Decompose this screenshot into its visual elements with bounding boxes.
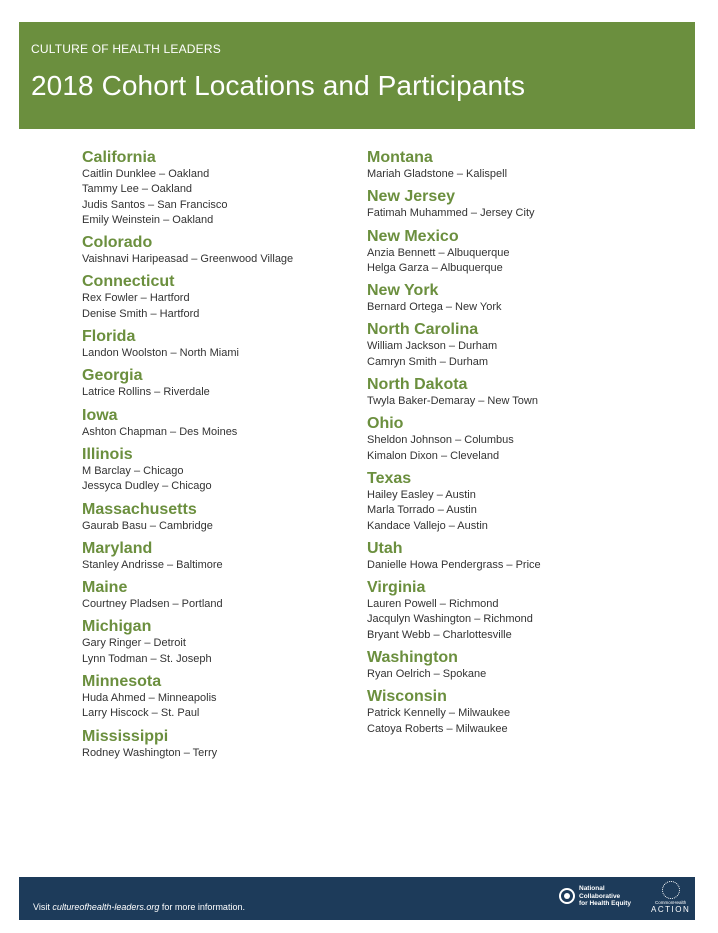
participant-entry: Judis Santos – San Francisco <box>82 198 228 211</box>
participant-entry: Patrick Kennelly – Milwaukee <box>367 707 511 720</box>
state-heading: Colorado <box>82 234 153 252</box>
state-heading: Connecticut <box>82 273 175 291</box>
state-block <box>367 578 667 643</box>
participant-entry: Mariah Gladstone – Kalispell <box>367 168 508 180</box>
state-heading: Maryland <box>82 539 153 557</box>
participant-entry: Jessyca Dudley – Chicago <box>82 480 212 493</box>
state-block <box>367 187 667 221</box>
participant-entry: William Jackson – Durham <box>367 340 498 353</box>
state-block <box>367 281 667 315</box>
participant-entry: Rodney Washington – Terry <box>82 746 218 759</box>
participant-entry: M Barclay – Chicago <box>82 464 184 477</box>
page-header <box>19 22 695 129</box>
participant-entry: Danielle Howa Pendergrass – Price <box>367 558 541 571</box>
state-heading: Montana <box>367 149 433 166</box>
footer-text-after: for more information. <box>159 901 245 912</box>
state-heading: Massachusetts <box>82 500 197 518</box>
state-block <box>367 648 667 682</box>
participant-entry: Hailey Easley – Austin <box>367 488 476 501</box>
page-footer <box>19 877 695 920</box>
state-heading: Mississippi <box>82 727 169 745</box>
state-block <box>82 272 352 322</box>
left-column <box>82 148 352 766</box>
participant-entry: Rex Fowler – Hartford <box>82 292 190 305</box>
state-heading: Iowa <box>82 406 118 424</box>
state-block <box>367 227 667 277</box>
participant-entry: Helga Garza – Albuquerque <box>367 261 503 274</box>
state-block <box>367 320 667 370</box>
footer-url-link[interactable]: cultureofhealth-leaders.org <box>52 901 160 912</box>
participant-entry: Camryn Smith – Durham <box>367 355 489 368</box>
state-heading: Utah <box>367 539 403 557</box>
state-block <box>82 327 352 361</box>
participant-entry: Emily Weinstein – Oakland <box>82 213 214 226</box>
state-heading: New Jersey <box>367 188 456 206</box>
state-block <box>82 578 352 612</box>
state-heading: Washington <box>367 649 458 667</box>
state-block <box>82 406 352 440</box>
participant-entry: Fatimah Muhammed – Jersey City <box>367 207 535 220</box>
ncfhe-logo <box>559 885 631 908</box>
commonhealth-logo-big: ACTION <box>651 905 691 914</box>
state-heading: Virginia <box>367 579 426 597</box>
participant-entry: Bernard Ortega – New York <box>367 301 502 314</box>
state-block <box>367 539 667 573</box>
participant-entry: Vaishnavi Haripeasad – Greenwood Village <box>82 253 294 266</box>
state-block <box>367 414 667 464</box>
participant-entry: Larry Hiscock – St. Paul <box>82 707 200 720</box>
participant-entry: Lynn Todman – St. Joseph <box>82 652 212 665</box>
participant-entry: Lauren Powell – Richmond <box>367 598 499 611</box>
participant-entry: Anzia Bennett – Albuquerque <box>367 246 510 259</box>
participant-entry: Courtney Pladsen – Portland <box>82 598 223 611</box>
state-block <box>367 148 667 182</box>
participant-entry: Catoya Roberts – Milwaukee <box>367 722 508 735</box>
state-heading: New Mexico <box>367 227 459 245</box>
participant-entry: Bryant Webb – Charlottesville <box>367 628 512 641</box>
state-block <box>82 727 352 761</box>
state-heading: Texas <box>367 469 412 487</box>
state-heading: Michigan <box>82 618 152 636</box>
participant-entry: Jacqulyn Washington – Richmond <box>367 613 533 626</box>
state-block <box>367 469 667 534</box>
page-title: 2018 Cohort Locations and Participants <box>31 70 526 101</box>
commonhealth-logo-small: CommonHealth <box>654 900 687 905</box>
state-heading: Wisconsin <box>367 688 447 706</box>
state-block <box>82 539 352 573</box>
participant-entry: Stanley Andrisse – Baltimore <box>82 558 223 571</box>
commonhealth-action-logo <box>651 881 690 914</box>
state-heading: California <box>82 149 156 166</box>
state-heading: North Dakota <box>367 376 468 394</box>
participant-entry: Kandace Vallejo – Austin <box>367 519 488 532</box>
participant-entry: Huda Ahmed – Minneapolis <box>82 692 217 705</box>
footer-text <box>33 902 245 912</box>
footer-text-before: Visit <box>33 901 53 912</box>
participant-entry: Denise Smith – Hartford <box>82 307 200 320</box>
state-block <box>82 233 352 267</box>
state-block <box>367 375 667 409</box>
participant-entry: Marla Torrado – Austin <box>367 504 477 517</box>
state-block <box>82 500 352 534</box>
state-heading: New York <box>367 282 439 300</box>
state-heading: Georgia <box>82 367 143 385</box>
state-heading: Minnesota <box>82 673 162 691</box>
state-block <box>82 672 352 722</box>
state-heading: Florida <box>82 328 136 346</box>
participant-entry: Caitlin Dunklee – Oakland <box>82 168 210 180</box>
state-heading: Illinois <box>82 445 133 463</box>
participant-entry: Sheldon Johnson – Columbus <box>367 434 514 447</box>
participant-entry: Twyla Baker-Demaray – New Town <box>367 395 538 408</box>
participant-entry: Kimalon Dixon – Cleveland <box>367 449 500 462</box>
state-heading: Maine <box>82 579 128 597</box>
state-block <box>82 366 352 400</box>
participant-entry: Landon Woolston – North Miami <box>82 347 239 360</box>
right-column <box>367 148 667 742</box>
state-block <box>82 445 352 495</box>
commonhealth-flower-icon <box>662 881 680 899</box>
state-block <box>82 617 352 667</box>
participant-entry: Ashton Chapman – Des Moines <box>82 425 238 438</box>
participant-entry: Latrice Rollins – Riverdale <box>82 386 210 399</box>
state-block <box>82 148 352 228</box>
ncfhe-logo-text: National Collaborative for Health Equity <box>579 885 632 907</box>
participant-entry: Tammy Lee – Oakland <box>82 183 193 196</box>
participant-entry: Ryan Oelrich – Spokane <box>367 668 487 681</box>
state-heading: Ohio <box>367 415 404 433</box>
participant-entry: Gary Ringer – Detroit <box>82 637 186 650</box>
ncfhe-logo-icon <box>559 888 575 904</box>
state-heading: North Carolina <box>367 321 479 339</box>
state-block <box>367 687 667 737</box>
header-kicker: CULTURE OF HEALTH LEADERS <box>31 42 221 56</box>
participant-entry: Gaurab Basu – Cambridge <box>82 519 213 532</box>
